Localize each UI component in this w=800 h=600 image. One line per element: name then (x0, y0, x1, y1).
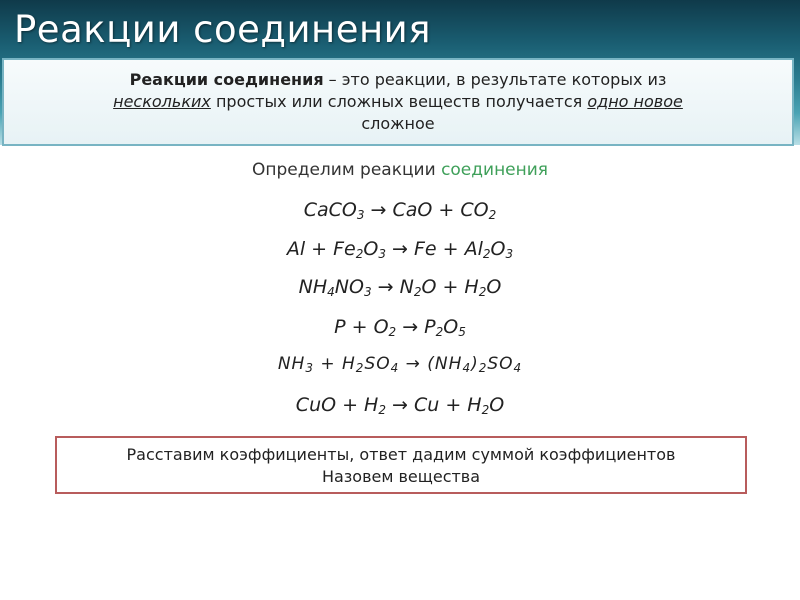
equation-text: NH (277, 354, 306, 374)
equation-text: NH (298, 276, 328, 298)
equation-4 (0, 316, 800, 338)
equation-6 (0, 394, 800, 416)
task-line-1: Расставим коэффициенты, ответ дадим суммой коэффициентов (126, 445, 676, 464)
equation-text: → N (371, 276, 414, 298)
equation-text: + H (313, 354, 356, 374)
equation-text: ) (471, 354, 479, 374)
equation-subscript: 2 (482, 247, 491, 261)
equation-subscript: 4 (513, 361, 523, 375)
equation-text: P + O (334, 316, 389, 338)
equation-subscript: 2 (435, 325, 444, 339)
equation-subscript: 2 (478, 361, 488, 375)
subtitle (0, 160, 800, 180)
equation-subscript: 2 (478, 285, 487, 299)
equation-text: O (443, 316, 459, 338)
equation-subscript: 2 (378, 403, 386, 417)
equation-text: → Fe + Al (386, 238, 483, 260)
equation-text: O (363, 238, 379, 260)
equation-subscript: 4 (327, 285, 335, 299)
equation-subscript: 2 (388, 325, 397, 339)
definition-term: Реакции соединения (129, 70, 324, 89)
equation-text: CuO + H (295, 394, 379, 416)
equation-text: NO (334, 276, 364, 298)
equation-subscript: 2 (488, 208, 497, 222)
equation-text: SO (364, 354, 391, 374)
equation-subscript: 5 (458, 325, 466, 339)
equation-subscript: 2 (481, 403, 490, 417)
equation-subscript: 2 (355, 247, 364, 261)
equation-text: O + H (421, 276, 479, 298)
definition-box (2, 58, 794, 146)
equation-subscript: 3 (356, 208, 365, 222)
subtitle-text: Определим реакции (251, 160, 442, 180)
slide-title: Реакции соединения (14, 8, 431, 51)
equation-2 (0, 238, 800, 260)
equation-text: CaCO (303, 199, 357, 221)
equation-text: → Cu + H (386, 394, 482, 416)
definition-text-3: сложное (361, 114, 435, 133)
equation-text: Al + Fe (286, 238, 356, 260)
equation-text: O (489, 394, 505, 416)
equation-subscript: 3 (378, 247, 386, 261)
equation-subscript: 3 (505, 247, 514, 261)
definition-emphasis-1: нескольких (113, 92, 211, 111)
definition-text-1: – это реакции, в результате которых из (323, 70, 667, 89)
equation-text: SO (487, 354, 514, 374)
equation-subscript: 3 (305, 361, 314, 375)
equation-text: → CaO + CO (364, 199, 489, 221)
equation-text: O (486, 276, 502, 298)
equation-text: O (490, 238, 506, 260)
definition-text-2: простых или сложных веществ получается (210, 92, 588, 111)
equation-3 (0, 276, 800, 298)
equation-subscript: 4 (390, 361, 400, 375)
task-box (55, 436, 747, 494)
definition-emphasis-2: одно новое (587, 92, 683, 111)
equation-subscript: 3 (363, 285, 372, 299)
subtitle-accent: соединения (441, 160, 549, 180)
equation-text: → P (396, 316, 436, 338)
equation-subscript: 4 (462, 361, 472, 375)
equation-5 (0, 354, 800, 374)
task-line-2: Назовем вещества (321, 467, 481, 486)
equation-1 (0, 199, 800, 221)
equation-subscript: 2 (355, 361, 365, 375)
equation-subscript: 2 (413, 285, 422, 299)
equation-text: → (NH (399, 354, 463, 374)
